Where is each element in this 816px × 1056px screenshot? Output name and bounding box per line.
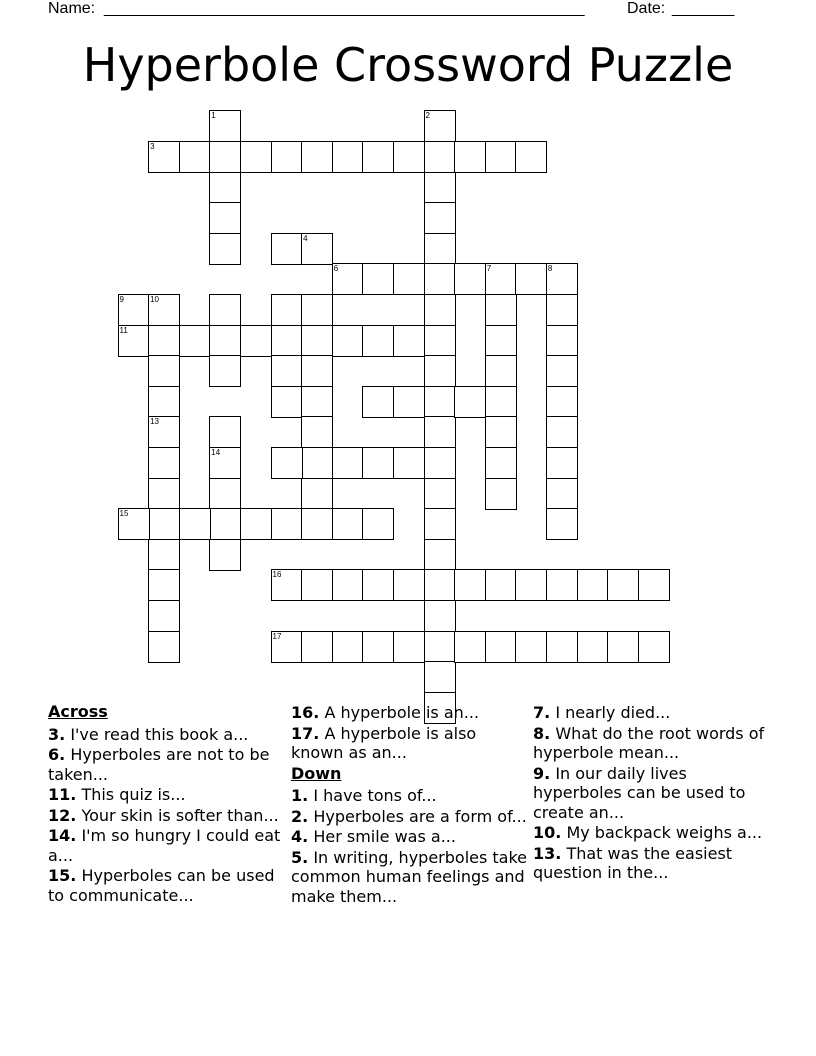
grid-cell[interactable] xyxy=(271,508,303,540)
grid-cell[interactable] xyxy=(301,233,333,265)
grid-cell[interactable] xyxy=(179,325,211,357)
clue-column-3 xyxy=(533,703,769,884)
across-clue-6 xyxy=(48,745,284,784)
grid-cell[interactable] xyxy=(546,447,578,479)
clue-text: Hyperboles can be used to communicate... xyxy=(48,866,275,905)
clue-text: Hyperboles are a form of... xyxy=(313,806,527,826)
clue-text: My backpack weighs a... xyxy=(566,823,763,842)
grid-cell[interactable] xyxy=(362,325,394,357)
grid-cell[interactable] xyxy=(577,631,609,663)
clue-number: 6. xyxy=(48,745,66,764)
clue-number: 9. xyxy=(533,763,551,783)
grid-cell[interactable] xyxy=(118,508,150,540)
grid-cell[interactable] xyxy=(301,508,333,540)
clue-number: 3. xyxy=(48,724,66,744)
grid-cell[interactable] xyxy=(332,508,364,540)
grid-cell[interactable] xyxy=(485,569,517,601)
grid-cell[interactable] xyxy=(424,355,456,387)
clue-number-label: 6 xyxy=(333,264,339,274)
clue-number-label: 2 xyxy=(425,111,430,121)
clue-text: I've read this book a... xyxy=(70,724,249,744)
date-line[interactable]: _______ xyxy=(672,0,735,17)
grid-cell[interactable] xyxy=(424,631,456,663)
grid-cell[interactable] xyxy=(301,355,333,387)
clue-number-label: 1 xyxy=(211,111,216,121)
grid-cell[interactable] xyxy=(148,325,180,357)
grid-cell[interactable] xyxy=(393,141,425,173)
grid-cell[interactable] xyxy=(362,141,394,173)
clue-number: 13. xyxy=(533,843,562,863)
grid-cell[interactable] xyxy=(546,569,578,601)
grid-cell[interactable] xyxy=(332,447,364,479)
clue-number: 17. xyxy=(291,723,320,743)
grid-cell[interactable] xyxy=(148,386,180,418)
clue-number: 10. xyxy=(533,823,562,842)
grid-cell[interactable] xyxy=(485,386,517,418)
grid-cell[interactable] xyxy=(209,202,241,234)
grid-cell[interactable] xyxy=(209,355,241,387)
grid-cell[interactable] xyxy=(271,569,303,601)
across-clue-11 xyxy=(48,785,284,805)
grid-cell[interactable] xyxy=(362,508,394,540)
grid-cell[interactable] xyxy=(362,386,394,418)
clue-number: 2. xyxy=(291,806,309,826)
down-clue-10 xyxy=(533,823,769,843)
grid-cell[interactable] xyxy=(424,508,456,540)
grid-cell[interactable] xyxy=(301,325,333,357)
grid-cell[interactable] xyxy=(424,478,456,510)
clue-number: 8. xyxy=(533,723,551,743)
grid-cell[interactable] xyxy=(393,263,425,295)
across-clue-17 xyxy=(291,724,527,763)
grid-cell[interactable] xyxy=(240,508,272,540)
clue-number-label: 11 xyxy=(119,325,128,335)
clue-number: 7. xyxy=(533,703,551,722)
grid-cell[interactable] xyxy=(454,569,486,601)
grid-cell[interactable] xyxy=(515,141,547,173)
grid-cell[interactable] xyxy=(638,631,670,663)
name-label: Name: xyxy=(48,0,96,17)
grid-cell[interactable] xyxy=(301,569,333,601)
down-clue-7 xyxy=(533,703,769,723)
clue-text: Her smile was a... xyxy=(313,827,456,846)
grid-cell[interactable] xyxy=(362,447,394,479)
down-clue-4 xyxy=(291,827,527,847)
grid-cell[interactable] xyxy=(271,386,303,418)
grid-cell[interactable] xyxy=(179,508,211,540)
grid-cell[interactable] xyxy=(301,478,333,510)
clue-text: A hyperbole is also known as an... xyxy=(291,723,477,762)
date-label: Date: xyxy=(627,0,666,17)
grid-cell[interactable] xyxy=(148,569,180,601)
grid-cell[interactable] xyxy=(179,141,211,173)
grid-cell[interactable] xyxy=(424,233,456,265)
grid-cell[interactable] xyxy=(546,416,578,448)
grid-cell[interactable] xyxy=(607,631,639,663)
grid-cell[interactable] xyxy=(148,416,180,448)
grid-cell[interactable] xyxy=(301,386,333,418)
grid-cell[interactable] xyxy=(546,263,578,295)
grid-cell[interactable] xyxy=(332,325,364,357)
clue-number-label: 7 xyxy=(486,264,492,274)
grid-cell[interactable] xyxy=(424,263,456,295)
clue-text: I nearly died... xyxy=(555,703,671,722)
across-heading: Across xyxy=(48,702,108,721)
grid-cell[interactable] xyxy=(424,141,456,173)
clue-number-label: 3 xyxy=(150,141,155,151)
grid-cell[interactable] xyxy=(209,508,241,540)
down-clue-9 xyxy=(533,764,769,823)
across-clue-15 xyxy=(48,866,284,905)
clue-number-label: 17 xyxy=(272,631,282,641)
grid-cell[interactable] xyxy=(240,141,272,173)
grid-cell[interactable] xyxy=(424,416,456,448)
grid-cell[interactable] xyxy=(393,447,425,479)
grid-cell[interactable] xyxy=(485,325,517,357)
across-clue-12 xyxy=(48,806,284,826)
grid-cell[interactable] xyxy=(393,631,425,663)
across-clue-16 xyxy=(291,703,527,723)
grid-cell[interactable] xyxy=(362,631,394,663)
grid-cell[interactable] xyxy=(148,508,180,540)
grid-cell[interactable] xyxy=(271,355,303,387)
grid-cell[interactable] xyxy=(546,631,578,663)
down-clue-5 xyxy=(291,848,527,907)
grid-cell[interactable] xyxy=(209,539,241,571)
clue-text: A hyperbole is an... xyxy=(324,703,480,722)
grid-cell[interactable] xyxy=(393,325,425,357)
clue-number-label: 14 xyxy=(211,447,221,457)
clue-text: I'm so hungry I could eat a... xyxy=(48,826,281,865)
grid-cell[interactable] xyxy=(546,325,578,357)
grid-cell[interactable] xyxy=(424,202,456,234)
down-clue-1 xyxy=(291,786,527,806)
grid-cell[interactable] xyxy=(332,141,364,173)
grid-cell[interactable] xyxy=(577,569,609,601)
grid-cell[interactable] xyxy=(271,141,303,173)
grid-cell[interactable] xyxy=(332,631,364,663)
down-clue-2 xyxy=(291,807,527,827)
grid-cell[interactable] xyxy=(424,569,456,601)
grid-cell[interactable] xyxy=(271,294,303,326)
grid-cell[interactable] xyxy=(485,416,517,448)
grid-cell[interactable] xyxy=(546,355,578,387)
grid-cell[interactable] xyxy=(148,478,180,510)
grid-cell[interactable] xyxy=(424,539,456,571)
grid-cell[interactable] xyxy=(118,294,150,326)
clue-text: I have tons of... xyxy=(313,786,437,805)
clue-number-label: 16 xyxy=(272,570,282,580)
clue-number: 16. xyxy=(291,703,320,722)
grid-cell[interactable] xyxy=(362,263,394,295)
grid-cell[interactable] xyxy=(546,508,578,540)
clue-text: Your skin is softer than... xyxy=(81,805,279,825)
clue-number-label: 9 xyxy=(119,294,124,304)
grid-cell[interactable] xyxy=(148,141,180,173)
clue-column-2 xyxy=(291,703,527,907)
clue-text: This quiz is... xyxy=(81,785,186,804)
grid-cell[interactable] xyxy=(546,294,578,326)
grid-cell[interactable] xyxy=(301,447,333,479)
clue-number: 4. xyxy=(291,827,309,846)
down-clue-8 xyxy=(533,724,769,763)
grid-cell[interactable] xyxy=(638,569,670,601)
grid-cell[interactable] xyxy=(454,141,486,173)
grid-cell[interactable] xyxy=(301,141,333,173)
grid-cell[interactable] xyxy=(546,386,578,418)
clue-number: 1. xyxy=(291,786,309,805)
grid-cell[interactable] xyxy=(148,294,180,326)
grid-cell[interactable] xyxy=(209,325,241,357)
grid-cell[interactable] xyxy=(485,447,517,479)
grid-cell[interactable] xyxy=(209,447,241,479)
grid-cell[interactable] xyxy=(424,600,456,632)
grid-cell[interactable] xyxy=(332,263,364,295)
grid-cell[interactable] xyxy=(424,447,456,479)
grid-cell[interactable] xyxy=(485,631,517,663)
name-line[interactable]: ______________________________________________________ xyxy=(104,0,585,17)
clue-number: 5. xyxy=(291,847,309,867)
clue-text: What do the root words of hyperbole mean... xyxy=(533,723,765,762)
grid-cell[interactable] xyxy=(424,661,456,693)
grid-cell[interactable] xyxy=(362,569,394,601)
grid-cell[interactable] xyxy=(301,416,333,448)
clue-text: Hyperboles are not to be taken... xyxy=(48,745,270,784)
grid-cell[interactable] xyxy=(485,355,517,387)
down-heading: Down xyxy=(291,763,342,783)
grid-cell[interactable] xyxy=(515,263,547,295)
grid-cell[interactable] xyxy=(209,478,241,510)
grid-cell[interactable] xyxy=(454,386,486,418)
grid-cell[interactable] xyxy=(271,325,303,357)
clue-number-label: 8 xyxy=(547,264,553,274)
clue-column-1 xyxy=(48,702,284,906)
grid-cell[interactable] xyxy=(148,600,180,632)
grid-cell[interactable] xyxy=(424,294,456,326)
grid-cell[interactable] xyxy=(485,141,517,173)
grid-cell[interactable] xyxy=(485,263,517,295)
grid-cell[interactable] xyxy=(148,631,180,663)
grid-cell[interactable] xyxy=(454,263,486,295)
grid-cell[interactable] xyxy=(148,539,180,571)
grid-cell[interactable] xyxy=(485,294,517,326)
grid-cell[interactable] xyxy=(209,172,241,204)
grid-cell[interactable] xyxy=(332,569,364,601)
grid-cell[interactable] xyxy=(148,355,180,387)
grid-cell[interactable] xyxy=(424,110,456,142)
across-clue-14 xyxy=(48,826,284,865)
grid-cell[interactable] xyxy=(148,447,180,479)
clue-number: 12. xyxy=(48,805,77,825)
clue-number-label: 13 xyxy=(150,417,159,427)
clue-text: In writing, hyperboles take common human feelings and make them... xyxy=(291,847,528,906)
clue-number-label: 15 xyxy=(119,509,129,519)
grid-cell[interactable] xyxy=(271,447,303,479)
grid-cell[interactable] xyxy=(209,294,241,326)
clue-number-label: 4 xyxy=(303,233,308,243)
across-clue-3 xyxy=(48,725,284,745)
clue-text: That was the easiest question in the... xyxy=(533,843,733,882)
page-title: Hyperbole Crossword Puzzle xyxy=(82,38,734,92)
grid-cell[interactable] xyxy=(485,478,517,510)
clue-number: 15. xyxy=(48,866,77,885)
grid-cell[interactable] xyxy=(301,294,333,326)
clue-number: 14. xyxy=(48,826,77,845)
down-clue-13 xyxy=(533,844,769,883)
clue-number-label: 10 xyxy=(150,294,159,304)
grid-cell[interactable] xyxy=(240,325,272,357)
grid-cell[interactable] xyxy=(607,569,639,601)
grid-cell[interactable] xyxy=(424,325,456,357)
grid-cell[interactable] xyxy=(424,172,456,204)
grid-cell[interactable] xyxy=(209,141,241,173)
grid-cell[interactable] xyxy=(515,569,547,601)
grid-cell[interactable] xyxy=(546,478,578,510)
grid-cell[interactable] xyxy=(271,233,303,265)
grid-cell[interactable] xyxy=(209,110,241,142)
grid-cell[interactable] xyxy=(454,631,486,663)
grid-cell[interactable] xyxy=(209,233,241,265)
grid-cell[interactable] xyxy=(515,631,547,663)
grid-cell[interactable] xyxy=(209,416,241,448)
grid-cell[interactable] xyxy=(271,631,303,663)
grid-cell[interactable] xyxy=(118,325,150,357)
grid-cell[interactable] xyxy=(393,569,425,601)
grid-cell[interactable] xyxy=(393,386,425,418)
grid-cell[interactable] xyxy=(424,386,456,418)
clue-number: 11. xyxy=(48,785,77,804)
clue-text: In our daily lives hyperboles can be used to create an... xyxy=(533,763,746,822)
grid-cell[interactable] xyxy=(301,631,333,663)
